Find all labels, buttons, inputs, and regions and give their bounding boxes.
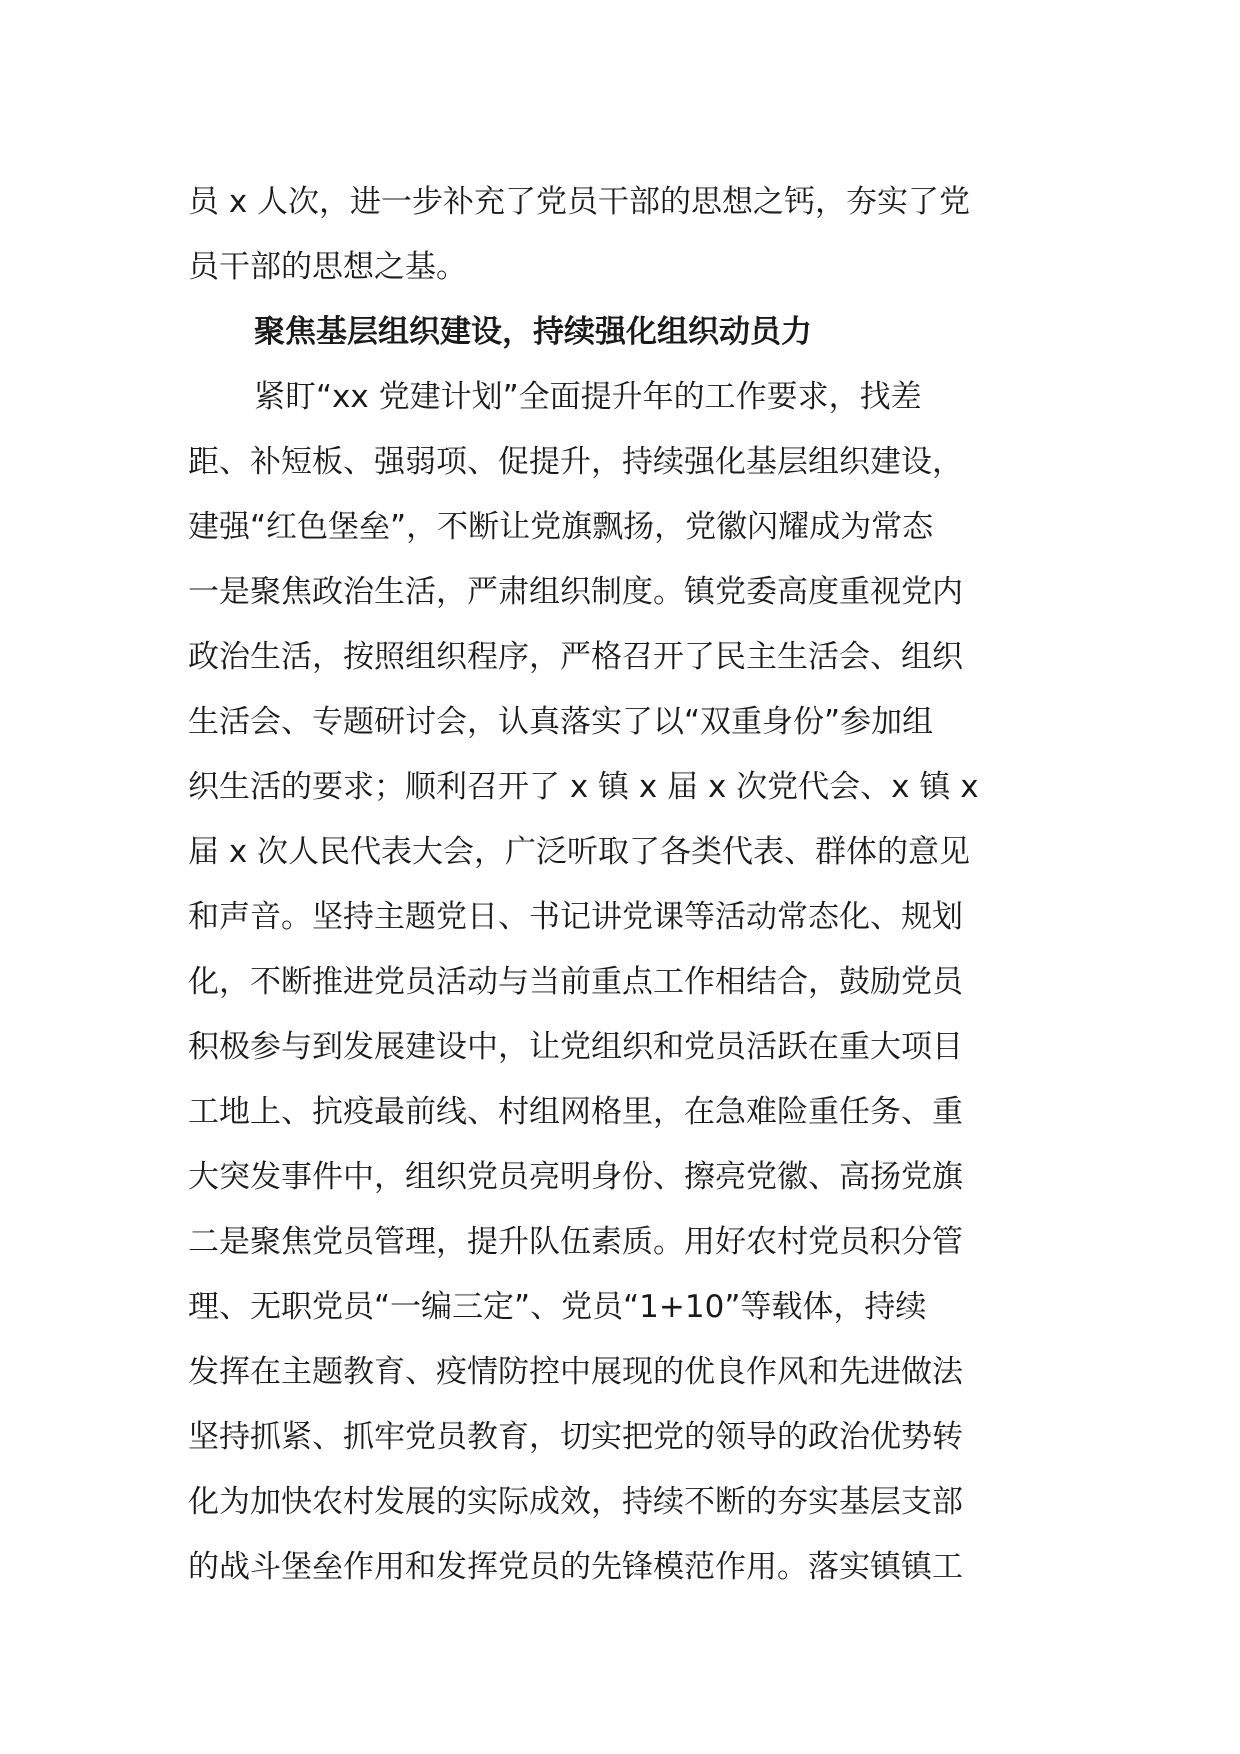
document-body: [188, 170, 1058, 1600]
paragraph-line: 二是聚焦党员管理，提升队伍素质。用好农村党员积分管: [188, 1224, 963, 1260]
paragraph-line: 积极参与到发展建设中，让党组织和党员活跃在重大项目: [188, 1029, 963, 1065]
paragraph-line: 大突发事件中，组织党员亮明身份、擦亮党徽、高扬党旗: [188, 1159, 963, 1195]
paragraph-line: 织生活的要求；顺利召开了 x 镇 x 届 x 次党代会、x 镇 x: [188, 769, 979, 805]
paragraph-line: 员干部的思想之基。: [188, 249, 467, 285]
paragraph-line: 坚持抓紧、抓牢党员教育，切实把党的领导的政治优势转: [188, 1419, 963, 1455]
paragraph-line: 化为加快农村发展的实际成效，持续不断的夯实基层支部: [188, 1484, 963, 1520]
paragraph-line: 届 x 次人民代表大会，广泛听取了各类代表、群体的意见: [188, 834, 971, 870]
paragraph-line: 建强“红色堡垒”，不断让党旗飘扬，党徽闪耀成为常态: [188, 509, 934, 545]
paragraph-line: 紧盯“xx 党建计划”全面提升年的工作要求，找差: [254, 379, 922, 415]
paragraph-line: 化，不断推进党员活动与当前重点工作相结合，鼓励党员: [188, 964, 963, 1000]
section-heading: 聚焦基层组织建设，持续强化组织动员力: [254, 314, 812, 350]
paragraph-line: 的战斗堡垒作用和发挥党员的先锋模范作用。落实镇镇工: [188, 1549, 963, 1585]
paragraph-line: 员 x 人次，进一步补充了党员干部的思想之钙，夯实了党: [188, 184, 971, 220]
paragraph-line: 和声音。坚持主题党日、书记讲党课等活动常态化、规划: [188, 899, 963, 935]
paragraph-line: 生活会、专题研讨会，认真落实了以“双重身份”参加组: [188, 704, 934, 740]
paragraph-line: 理、无职党员“一编三定”、党员“1+10”等载体，持续: [188, 1289, 927, 1325]
paragraph-line: 一是聚焦政治生活，严肃组织制度。镇党委高度重视党内: [188, 574, 963, 610]
paragraph-line: 工地上、抗疫最前线、村组网格里，在急难险重任务、重: [188, 1094, 963, 1130]
paragraph-line: 距、补短板、强弱项、促提升，持续强化基层组织建设，: [188, 444, 963, 480]
paragraph-line: 政治生活，按照组织程序，严格召开了民主生活会、组织: [188, 639, 963, 675]
paragraph-line: 发挥在主题教育、疫情防控中展现的优良作风和先进做法: [188, 1354, 963, 1390]
